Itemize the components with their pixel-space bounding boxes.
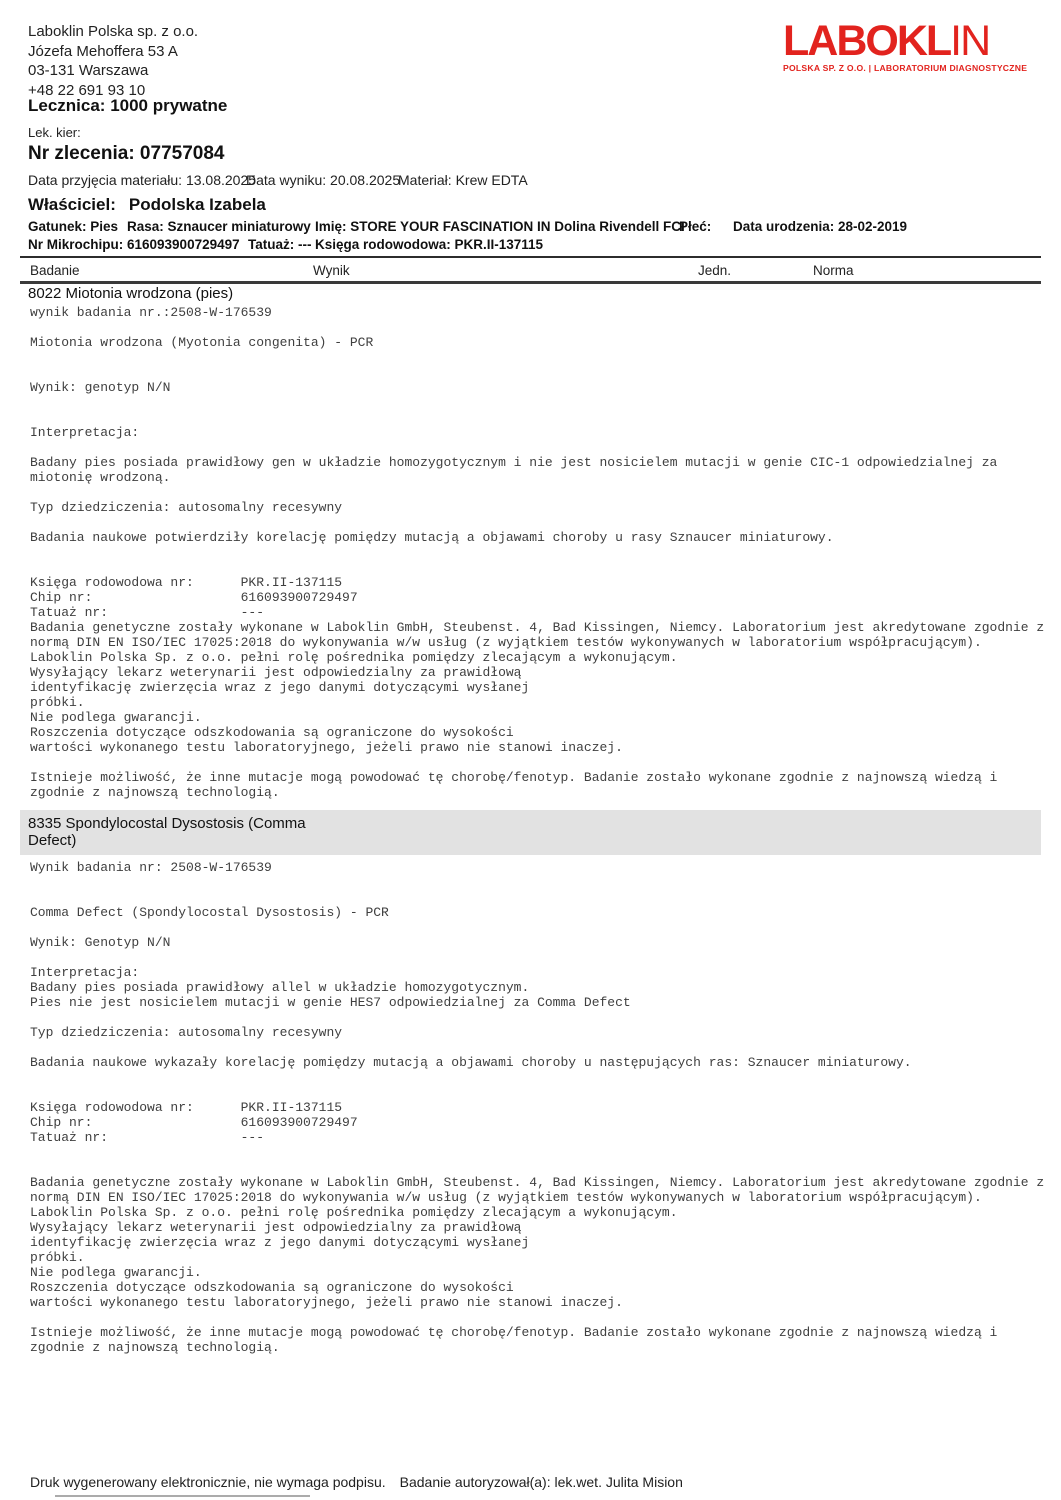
report-text-line: [30, 560, 1044, 575]
pet-tattoo: Tatuaż: ---: [248, 237, 312, 252]
section-body-8335: [30, 860, 1044, 1355]
pet-sex: Płeć:: [679, 219, 712, 234]
report-text-line: Badany pies posiada prawidłowy gen w układzie homozygotycznym i nie jest nosicielem mutacji w genie CIC-1 odpowiedzialnej za: [30, 455, 998, 470]
report-text-line: Księga rodowodowa nr: PKR.II-137115: [30, 575, 343, 590]
owner-name: Podolska Izabela: [128, 195, 266, 214]
report-text-line: Tatuaż nr: ---: [30, 605, 265, 620]
results-table-header: [20, 256, 1041, 284]
report-text-line: [30, 1070, 1044, 1085]
company-name: Laboklin Polska sp. z o.o.: [28, 23, 199, 40]
pet-name: Imię: STORE YOUR FASCINATION IN Dolina Rivendell FCI: [315, 219, 685, 234]
report-text-line: Laboklin Polska Sp. z o.o. pełni rolę pośrednika pomiędzy zlecającym a wykonującym.: [30, 1205, 678, 1220]
report-text-line: [30, 1160, 1044, 1175]
pet-birth-date: Data urodzenia: 28-02-2019: [733, 219, 908, 234]
report-text-line: [30, 920, 1044, 935]
report-text-line: [30, 1145, 1044, 1160]
report-text-line: Badany pies posiada prawidłowy allel w układzie homozygotycznym.: [30, 980, 530, 995]
pet-species: Gatunek: Pies: [28, 219, 119, 234]
report-text-line: Nie podlega gwarancji.: [30, 1265, 202, 1280]
report-text-line: Istnieje możliwość, że inne mutacje mogą powodować tę chorobę/fenotyp. Badanie zostało wykonane zgodnie z najnowszą wiedzą i: [30, 770, 998, 785]
report-text-line: [30, 350, 1044, 365]
logo-wordmark-light: IN: [950, 17, 990, 65]
owner-line: [28, 195, 266, 215]
report-text-line: Roszczenia dotyczące odszkodowania są ograniczone do wysokości: [30, 1280, 514, 1295]
report-text-line: [30, 875, 1044, 890]
report-text-line: [30, 1310, 1044, 1325]
report-text-line: Tatuaż nr: ---: [30, 1130, 265, 1145]
report-text-line: [30, 1085, 1044, 1100]
report-text-line: [30, 440, 1044, 455]
dates-material-row: [0, 172, 1061, 190]
company-street: Józefa Mehoffera 53 A: [28, 42, 178, 60]
report-text-line: zgodnie z najnowszą technologią.: [30, 785, 280, 800]
report-text-line: wynik badania nr.:2508-W-176539: [30, 305, 272, 320]
report-text-line: próbki.: [30, 695, 85, 710]
report-text-line: Roszczenia dotyczące odszkodowania są ograniczone do wysokości: [30, 725, 514, 740]
report-text-line: zgodnie z najnowszą technologią.: [30, 1340, 280, 1355]
report-text-line: próbki.: [30, 1250, 85, 1265]
order-number: Nr zlecenia: 07757084: [28, 143, 225, 164]
report-text-line: Interpretacja:: [30, 425, 140, 440]
report-text-line: Laboklin Polska Sp. z o.o. pełni rolę pośrednika pomiędzy zlecającym a wykonującym.: [30, 650, 678, 665]
report-text-line: [30, 320, 1044, 335]
logo-wordmark: [783, 17, 998, 65]
section-title-8335: 8335 Spondylocostal Dysostosis (Comma Defect): [28, 815, 306, 849]
report-text-line: miotonię wrodzoną.: [30, 470, 171, 485]
pet-breed: Rasa: Sznaucer miniaturowy: [127, 219, 311, 234]
report-text-line: Interpretacja:: [30, 965, 140, 980]
section-body-8022: [30, 305, 1044, 800]
footer-note-line: [30, 1474, 683, 1490]
report-text-line: Księga rodowodowa nr: PKR.II-137115: [30, 1100, 343, 1115]
owner-label: Właściciel:: [28, 195, 116, 214]
column-norma: Norma: [813, 263, 854, 278]
report-text-line: [30, 1010, 1044, 1025]
report-text-line: [30, 485, 1044, 500]
pet-info-row-1: [0, 219, 1061, 236]
company-phone: +48 22 691 93 10: [28, 81, 146, 99]
footer-note: Druk wygenerowany elektronicznie, nie wymaga podpisu.: [30, 1474, 386, 1490]
report-text-line: [30, 755, 1044, 770]
report-text-line: [30, 365, 1044, 380]
report-text-line: Istnieje możliwość, że inne mutacje mogą powodować tę chorobę/fenotyp. Badanie zostało wykonane zgodnie z najnowszą wiedzą i: [30, 1325, 998, 1340]
report-text-line: normą DIN EN ISO/IEC 17025:2018 do wykonywania w/w usług (z wyjątkiem testów wykonywanych w laboratorium współpracującym).: [30, 635, 982, 650]
section-title-8022: 8022 Miotonia wrodzona (pies): [28, 285, 234, 302]
report-text-line: wartości wykonanego testu laboratoryjnego, jeżeli prawo nie stanowi inaczej.: [30, 1295, 623, 1310]
material-received-date: Data przyjęcia materiału: 13.08.2025: [28, 172, 257, 188]
company-city: 03-131 Warszawa: [28, 62, 149, 79]
report-text-line: [30, 410, 1044, 425]
column-jedn: Jedn.: [698, 263, 732, 278]
report-text-line: [30, 890, 1044, 905]
pet-info-row-2: [0, 237, 1061, 254]
report-text-line: Comma Defect (Spondylocostal Dysostosis) - PCR: [30, 905, 389, 920]
report-text-line: Wysyłający lekarz weterynarii jest odpowiedzialny za prawidłową: [30, 1220, 522, 1235]
report-text-line: [30, 950, 1044, 965]
footer-divider: [55, 1495, 310, 1497]
pet-studbook: Księga rodowodowa: PKR.II-137115: [315, 237, 544, 252]
report-text-line: normą DIN EN ISO/IEC 17025:2018 do wykonywania w/w usług (z wyjątkiem testów wykonywanych w laboratorium współpracującym).: [30, 1190, 982, 1205]
report-text-line: Chip nr: 616093900729497: [30, 590, 358, 605]
report-text-line: [30, 395, 1044, 410]
report-text-line: Badania naukowe wykazały korelację pomiędzy mutacją a objawami choroby u następujących ras: Sznaucer miniaturowy.: [30, 1055, 912, 1070]
logo-subtitle: POLSKA SP. Z O.O. | LABORATORIUM DIAGNOSTYCZNE: [783, 63, 1028, 73]
logo-wordmark-bold: LABOKL: [783, 17, 951, 65]
pet-microchip: Nr Mikrochipu: 616093900729497: [28, 237, 240, 252]
report-text-line: wartości wykonanego testu laboratoryjnego, jeżeli prawo nie stanowi inaczej.: [30, 740, 623, 755]
report-text-line: Badania genetyczne zostały wykonane w Laboklin GmbH, Steubenst. 4, Bad Kissingen, Niemcy. Laboratorium jest akredytowane zgodnie z: [30, 620, 1045, 635]
report-text-line: Nie podlega gwarancji.: [30, 710, 202, 725]
report-text-line: Badania genetyczne zostały wykonane w Laboklin GmbH, Steubenst. 4, Bad Kissingen, Niemcy. Laboratorium jest akredytowane zgodnie z: [30, 1175, 1045, 1190]
result-date: Data wyniku: 20.08.2025: [246, 172, 401, 188]
report-text-line: Wynik: Genotyp N/N: [30, 935, 171, 950]
report-text-line: Wysyłający lekarz weterynarii jest odpowiedzialny za prawidłową: [30, 665, 522, 680]
report-text-line: Badania naukowe potwierdziły korelację pomiędzy mutacją a objawami choroby u rasy Sznaucer miniaturowy.: [30, 530, 834, 545]
column-wynik: Wynik: [313, 263, 350, 278]
clinic-line: Lecznica: 1000 prywatne: [28, 96, 228, 115]
referring-vet-label: Lek. kier:: [28, 125, 81, 140]
material-type: Materiał: Krew EDTA: [398, 172, 528, 188]
report-text-line: Wynik badania nr: 2508-W-176539: [30, 860, 272, 875]
report-text-line: Typ dziedziczenia: autosomalny recesywny: [30, 500, 343, 515]
section-title-band-8335: [20, 810, 1041, 855]
report-text-line: [30, 1040, 1044, 1055]
column-badanie: Badanie: [30, 263, 80, 278]
report-text-line: Chip nr: 616093900729497: [30, 1115, 358, 1130]
report-text-line: Miotonia wrodzona (Myotonia congenita) - PCR: [30, 335, 374, 350]
report-text-line: [30, 545, 1044, 560]
report-text-line: Pies nie jest nosicielem mutacji w genie HES7 odpowiedzialnej za Comma Defect: [30, 995, 631, 1010]
footer-authorized-by: Badanie autoryzował(a): lek.wet. Julita Mision: [399, 1474, 683, 1490]
company-address-block: [28, 22, 198, 100]
report-text-line: [30, 515, 1044, 530]
report-text-line: identyfikację zwierzęcia wraz z jego danymi dotyczącymi wysłanej: [30, 680, 530, 695]
report-text-line: Wynik: genotyp N/N: [30, 380, 171, 395]
report-text-line: Typ dziedziczenia: autosomalny recesywny: [30, 1025, 343, 1040]
laboklin-logo: [783, 17, 1028, 73]
report-text-line: identyfikację zwierzęcia wraz z jego danymi dotyczącymi wysłanej: [30, 1235, 530, 1250]
